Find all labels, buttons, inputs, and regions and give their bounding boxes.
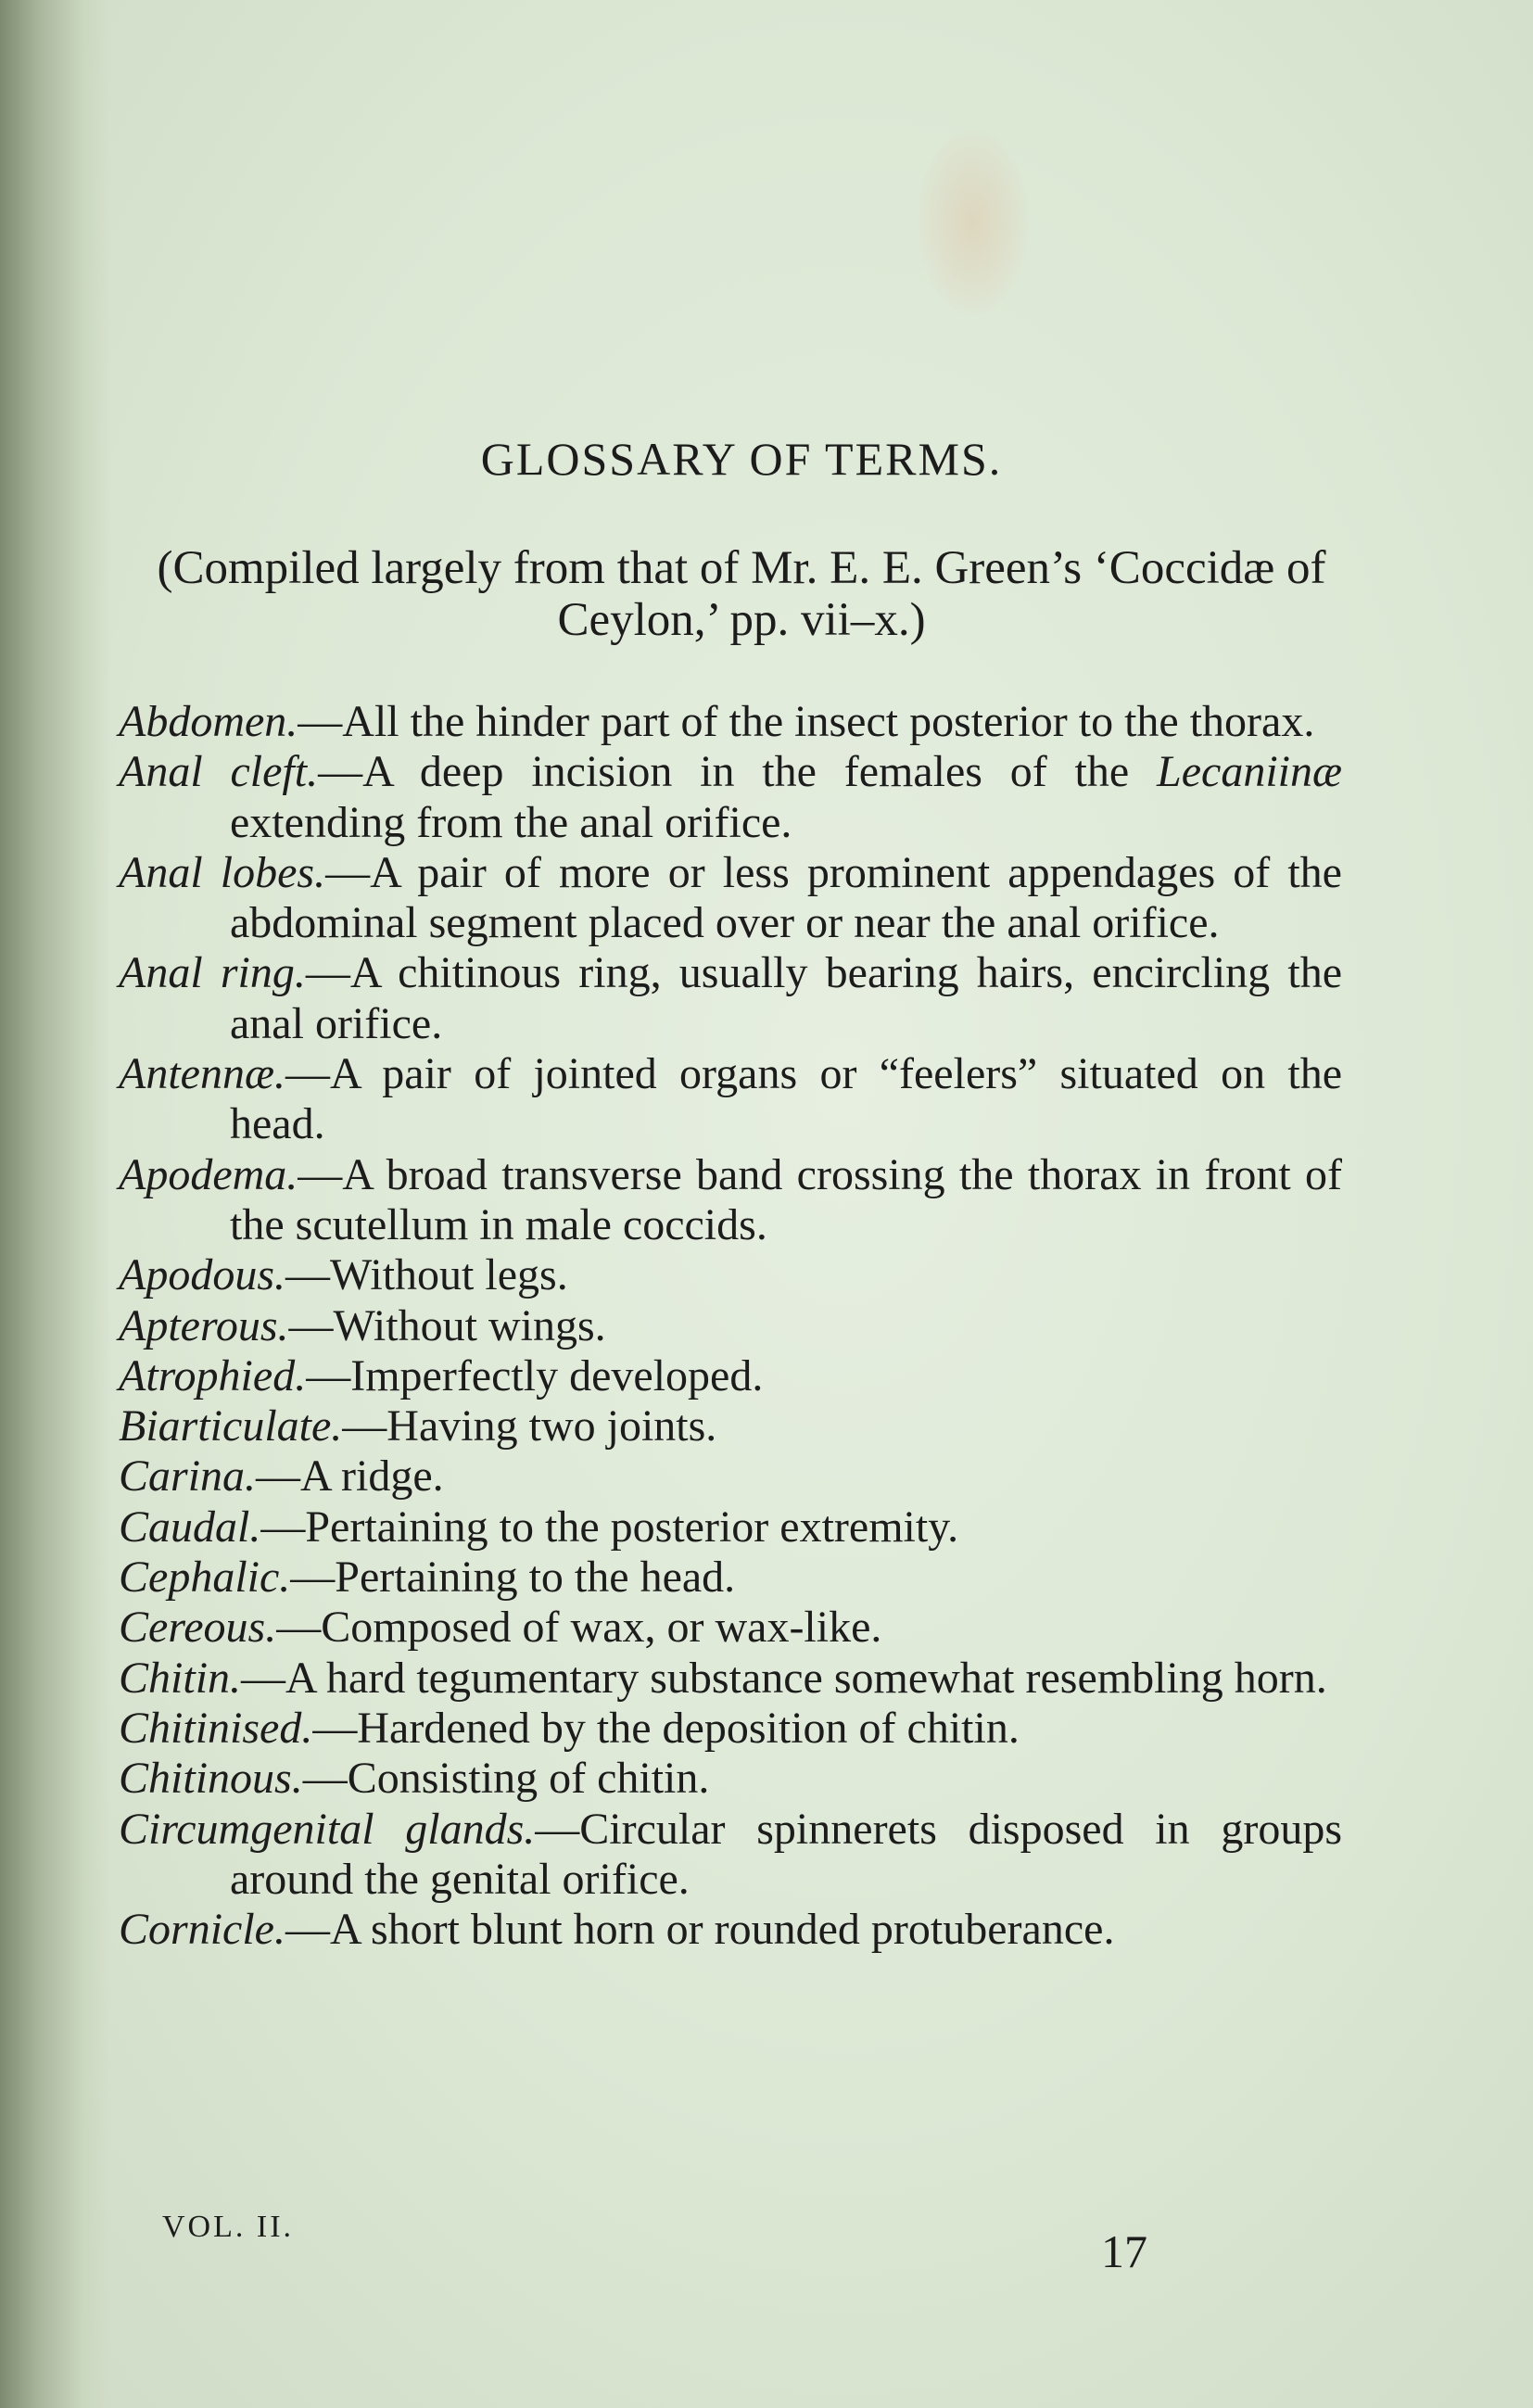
page-subtitle: (Compiled largely from that of Mr. E. E. Green’s ‘Coccidæ of Ceylon,’ pp. vii–x.) bbox=[157, 542, 1326, 646]
glossary-term: Chitinised. bbox=[119, 1703, 313, 1753]
glossary-definition: —Without wings. bbox=[288, 1300, 606, 1350]
glossary-entry bbox=[119, 1805, 1342, 1906]
glossary-definition: —Having two joints. bbox=[342, 1401, 717, 1451]
glossary-definition: —Composed of wax, or wax-like. bbox=[276, 1603, 882, 1653]
glossary-list bbox=[119, 697, 1342, 1955]
glossary-term: Atrophied. bbox=[119, 1350, 307, 1400]
glossary-entry bbox=[119, 1905, 1342, 1955]
glossary-term: Circumgenital glands. bbox=[119, 1804, 536, 1854]
glossary-term: Apodema. bbox=[119, 1149, 298, 1199]
glossary-entry bbox=[119, 1150, 1342, 1251]
glossary-entry bbox=[119, 1401, 1342, 1451]
glossary-term: Antennæ. bbox=[119, 1049, 285, 1099]
glossary-definition: —A broad transverse band crossing the thorax in front of the scutellum in male coccids. bbox=[230, 1149, 1342, 1249]
glossary-definition: —Pertaining to the head. bbox=[290, 1553, 736, 1603]
glossary-term: Anal lobes. bbox=[119, 847, 326, 897]
glossary-definition: —A ridge. bbox=[256, 1451, 444, 1502]
glossary-term: Anal cleft. bbox=[119, 747, 319, 797]
spine-shadow bbox=[0, 0, 111, 2408]
glossary-term: Abdomen. bbox=[119, 697, 298, 746]
glossary-entry bbox=[119, 1654, 1342, 1704]
glossary-entry bbox=[119, 1502, 1342, 1553]
glossary-definition: —Pertaining to the posterior extremity. bbox=[260, 1502, 959, 1552]
glossary-definition: —A deep incision in the females of the bbox=[318, 747, 1130, 797]
glossary-term: Cereous. bbox=[119, 1603, 277, 1653]
page-title: GLOSSARY OF TERMS. bbox=[480, 433, 1003, 485]
glossary-term: Apodous. bbox=[119, 1250, 285, 1300]
glossary-entry bbox=[119, 1754, 1342, 1804]
glossary-term: Chitin. bbox=[119, 1653, 242, 1703]
glossary-entry bbox=[119, 1301, 1342, 1351]
glossary-definition-rest: extending from the anal orifice. bbox=[230, 797, 792, 847]
glossary-entry bbox=[119, 1603, 1342, 1653]
glossary-definition: —A chitinous ring, usually bearing hairs, encircling the anal orifice. bbox=[230, 948, 1343, 1048]
glossary-definition: —A pair of more or less prominent appendages of the abdominal segment placed over or near the anal orifice. bbox=[230, 847, 1342, 948]
glossary-term: Caudal. bbox=[119, 1502, 261, 1552]
glossary-italic-word: Lecaniinæ bbox=[1157, 747, 1343, 797]
volume-label: VOL. II. bbox=[162, 2210, 295, 2244]
glossary-entry bbox=[119, 1704, 1342, 1754]
glossary-entry bbox=[119, 1250, 1342, 1300]
glossary-definition: —Hardened by the deposition of chitin. bbox=[312, 1703, 1020, 1753]
glossary-term: Chitinous. bbox=[119, 1754, 303, 1804]
glossary-entry bbox=[119, 747, 1342, 848]
glossary-term: Apterous. bbox=[119, 1300, 289, 1350]
glossary-entry bbox=[119, 697, 1342, 747]
glossary-definition: —A pair of jointed organs or “feelers” situated on the head. bbox=[230, 1049, 1342, 1149]
glossary-term: Cornicle. bbox=[119, 1905, 285, 1955]
glossary-entry bbox=[119, 1351, 1342, 1401]
paper-stain bbox=[918, 130, 1029, 315]
page-number: 17 bbox=[1101, 2225, 1147, 2277]
glossary-definition: —Circular spinnerets disposed in groups around the genital orifice. bbox=[230, 1804, 1343, 1904]
glossary-term: Biarticulate. bbox=[119, 1401, 343, 1451]
glossary-term: Anal ring. bbox=[119, 948, 306, 998]
glossary-entry bbox=[119, 1049, 1342, 1150]
glossary-entry bbox=[119, 1553, 1342, 1603]
glossary-entry bbox=[119, 1451, 1342, 1502]
glossary-definition: —Consisting of chitin. bbox=[302, 1754, 710, 1804]
glossary-definition: —All the hinder part of the insect posterior to the thorax. bbox=[298, 697, 1315, 746]
glossary-definition: —Imperfectly developed. bbox=[306, 1350, 764, 1400]
glossary-definition: —A short blunt horn or rounded protuberance. bbox=[285, 1905, 1115, 1955]
glossary-definition: —Without legs. bbox=[285, 1250, 568, 1300]
glossary-entry bbox=[119, 848, 1342, 949]
glossary-definition: —A hard tegumentary substance somewhat resembling horn. bbox=[241, 1653, 1327, 1703]
glossary-term: Cephalic. bbox=[119, 1553, 291, 1603]
glossary-term: Carina. bbox=[119, 1451, 257, 1502]
glossary-entry bbox=[119, 948, 1342, 1049]
